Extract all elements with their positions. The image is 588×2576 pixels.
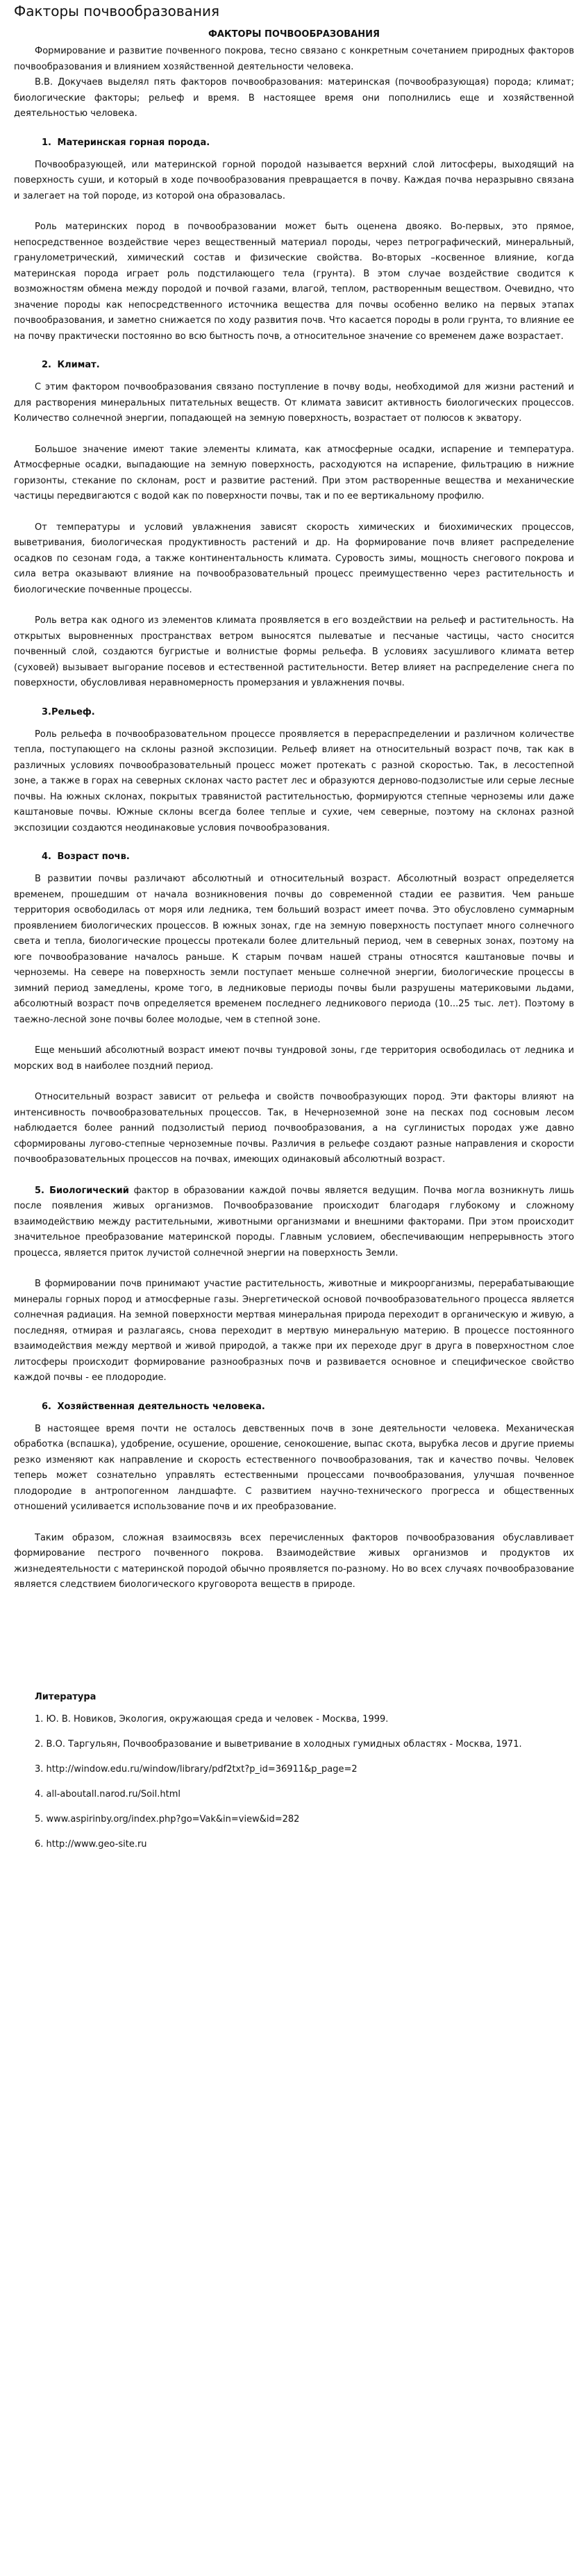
section-title: Рельеф. [51, 706, 95, 717]
section-paragraph: В настоящее время почти не осталось девственных почв в зоне деятельности человека. Механическая обработка (вспашка), удобрение, осушение, орошение, сенокошение, выпас скота, вырубка лесов и другие приемы резко изменяют как направление и скорость естественного почвообразования, так и качество почвы. Человек теперь может сознательно управлять естественными процессами почвообразования, улучшая почвенное плодородие в антропогенном ландшафте. С развитием научно-технического прогресса и общественных отношений усиливается использование почв и их преобразование. [14, 1423, 574, 1512]
section-paragraph: Почвообразующей, или материнской горной породой называется верхний слой литосферы, выходящий на поверхность суши, и который в ходе почвообразования превращается в почву. Каждая почва неразрывно связана и залегает на той породе, из которой она образовалась. [14, 159, 574, 201]
section-number: 2. [42, 360, 51, 370]
section-paragraph: Роль рельефа в почвообразовательном процессе проявляется в перераспределении и различном количестве тепла, поступающего на склоны разной экспозиции. Рельеф влияет на относительный возраст почв, так как в различных условиях почвообразовательный процесс может протекать с разной скоростью. Так, в лесостепной зоне, а также в горах на северных склонах часто растет лес и образуются дерново-подзолистые или серые лесные почвы. На южных склонах, покрытых травянистой растительностью, формируются степные черноземы или даже каштановые почвы. Южные склоны всегда более теплые и сухие, чем северные, поэтому на склонах разной экспозиции создаются неодинаковые условия почвообразования. [14, 729, 574, 833]
document-page [0, 3, 588, 1852]
section-paragraph [14, 1183, 574, 1262]
section-heading [42, 707, 574, 717]
section-paragraph: В формировании почв принимают участие растительность, животные и микроорганизмы, перерабатывающие минералы горных пород и атмосферные газы. Энергетической основой почвообразовательного процесса является солнечная радиация. На земной поверхности мертвая минеральная природа переходит в органическую и живую, а последняя, отмирая и разлагаясь, снова переходит в мертвую минеральную материю. В процессе постоянного взаимодействия между мертвой и живой природой, а также при их переходе друг в друга в поверхностном слое литосферы происходит формирование разнообразных почв и развивается основное и специфическое свойство каждой почвы - ее плодородие. [14, 1279, 574, 1383]
section-heading [42, 1402, 574, 1412]
section-title: Климат. [57, 360, 100, 370]
section-lead: 5. Биологический [35, 1185, 129, 1196]
main-heading: ФАКТОРЫ ПОЧВООБРАЗОВАНИЯ [208, 29, 380, 40]
intro-paragraph: Формирование и развитие почвенного покрова, тесно связано с конкретным сочетанием природных факторов почвообразования и влиянием хозяйственной деятельности человека. [14, 46, 574, 72]
section-title: Хозяйственная деятельность человека. [57, 1401, 265, 1412]
section-lead-text: фактор в образовании каждой почвы является ведущим. Почва могла возникнуть лишь после появления живых организмов. Почвообразование происходит благодаря глубокому и сложному взаимодействию между растительными, животными организмами и внешними факторами. При этом происходит значительное преобразование материнской породы. Главным условием, обеспечивающим непрерывность этого процесса, является приток лучистой солнечной энергии на поверхность Земли. [14, 1185, 574, 1258]
section-paragraph: От температуры и условий увлажнения зависят скорость химических и биохимических процессов, выветривания, биологическая продуктивность растений и др. На формирование почв влияет распределение осадков по сезонам года, а также континентальность климата. Суровость зимы, мощность снегового покрова и сила ветра оказывают влияние на почвообразовательный процесс преимущественно через растительность и биологические почвенные процессы. [14, 522, 574, 595]
reference-list [14, 1712, 574, 1852]
literature-title: Литература [35, 1691, 96, 1702]
section-number: 1. [42, 137, 51, 148]
intro-paragraph: В.В. Докучаев выделял пять факторов почвообразования: материнская (почвообразующая) порода; климат; биологические факторы; рельеф и время. В настоящее время они пополнились еще и хозяйственной деятельностью человека. [14, 77, 574, 119]
section-number: 3. [42, 706, 51, 717]
reference-item[interactable]: 4. all-aboutall.narod.ru/Soil.html [35, 1788, 180, 1800]
spacer [14, 1609, 574, 1692]
section-paragraph: Еще меньший абсолютный возраст имеют почвы тундровой зоны, где территория освободилась от ледника и морских вод в наиболее поздний период. [14, 1045, 574, 1072]
reference-item[interactable]: 5. www.aspirinby.org/index.php?go=Vak&in=view&id=282 [35, 1813, 300, 1825]
section-title: Возраст почв. [57, 851, 130, 862]
section-heading [42, 851, 574, 862]
section-paragraph: В развитии почвы различают абсолютный и относительный возраст. Абсолютный возраст определяется временем, прошедшим от начала возникновения почвы до современной стадии ее развития. Чем раньше территория освободилась от моря или ледника, тем больший возраст имеет почва. Это обусловлено суммарным проявлением биологических процессов. В южных зонах, где на земную поверхность поступает много солнечного света и тепла, биологические процессы протекали более длительный период, чем в северных зонах, поэтому на юге почвообразование началось раньше. К старым почвам нашей страны относятся каштановые почвы и черноземы. На севере на поверхность земли поступает меньше солнечной энергии, биологические процессы в зимний период замедлены, кроме того, в ледниковые периоды почвы были разрушены материковыми льдами, абсолютный возраст почв определяется временем последнего ледникового периода (10...25 тыс. лет). Поэтому в таежно-лесной зоне почвы более молодые, чем в степной зоне. [14, 874, 574, 1025]
reference-item: 2. В.О. Таргульян, Почвообразование и выветривание в холодных гумидных областях - Москва, 1971. [35, 1738, 522, 1750]
section-paragraph: Роль ветра как одного из элементов климата проявляется в его воздействии на рельеф и растительность. На открытых выровненных пространствах ветром выносятся пылеватые и песчаные частицы, часто сносится почвенный слой, создаются бугристые и волнистые формы рельефа. В условиях засушливого климата ветер (суховей) вызывает выгорание посевов и естественной растительности. Ветер влияет на распределение снега по поверхности, обусловливая неравномерность промерзания и увлажнения почвы. [14, 615, 574, 688]
section-paragraph: Относительный возраст зависит от рельефа и свойств почвообразующих пород. Эти факторы влияют на интенсивность почвообразовательных процессов. Так, в Нечерноземной зоне на песках под сосновым лесом наблюдается более ранний подзолистый период почвообразования, а на суглинистых породах уже давно сформированы лугово-степные черноземные почвы. Различия в рельефе создают разные направления и скорости почвообразовательных процессов на почвах, имеющих одинаковый абсолютный возраст. [14, 1092, 574, 1165]
reference-item[interactable]: 3. http://window.edu.ru/window/library/pdf2txt?p_id=36911&p_page=2 [35, 1763, 358, 1775]
page-title: Факторы почвообразования [14, 3, 219, 19]
section-paragraph: С этим фактором почвообразования связано поступление в почву воды, необходимой для жизни растений и для растворения минеральных питательных веществ. От климата зависит активность биологических процессов. Количество солнечной энергии, попадающей на земную поверхность, возрастает от полюсов к экватору. [14, 382, 574, 424]
section-heading [42, 138, 574, 148]
section-paragraph: Большое значение имеют такие элементы климата, как атмосферные осадки, испарение и температура. Атмосферные осадки, выпадающие на земную поверхность, расходуются на испарение, фильтрацию в нижние горизонты, стекание по склонам, рост и развитие растений. При этом растворенные вещества и механические частицы передвигаются с водой как по поверхности почвы, так и по ее вертикальному профилю. [14, 444, 574, 501]
reference-item[interactable]: 6. http://www.geo-site.ru [35, 1838, 147, 1850]
section-heading [42, 360, 574, 370]
section-title: Материнская горная порода. [57, 137, 210, 148]
section-paragraph: Роль материнских пород в почвообразовании может быть оценена двояко. Во-первых, это прямое, непосредственное воздействие через вещественный материал породы, через петрографический, минеральный, гранулометрический, химический состав и физические свойства. Во-вторых –косвенное влияние, когда материнская порода играет роль подстилающего тела (грунта). В этом случае воздействие сводится к возможностям обмена между породой и почвой газами, влагой, теплом, растворенным веществом. Очевидно, что значение породы как непосредственного источника вещества для почвы особенно велико на первых этапах почвообразования, и заметно снижается по ходу развития почв. Что касается породы в роли грунта, то влияние ее на почву практически постоянно во всю бытность почв, а относительное значение со временем даже возрастает. [14, 222, 574, 342]
section-paragraph: Таким образом, сложная взаимосвязь всех перечисленных факторов почвообразования обуславливает формирование пестрого почвенного покрова. Взаимодействие живых организмов и продуктов их жизнедеятельности с материнской породой обычно проявляется по-разному. Но во всех случаях почвообразование является следствием биологического круговорота веществ в природе. [14, 1532, 574, 1590]
section-number: 4. [42, 851, 51, 862]
section-number: 6. [42, 1401, 51, 1412]
reference-item: 1. Ю. В. Новиков, Экология, окружающая среда и человек - Москва, 1999. [35, 1713, 389, 1725]
